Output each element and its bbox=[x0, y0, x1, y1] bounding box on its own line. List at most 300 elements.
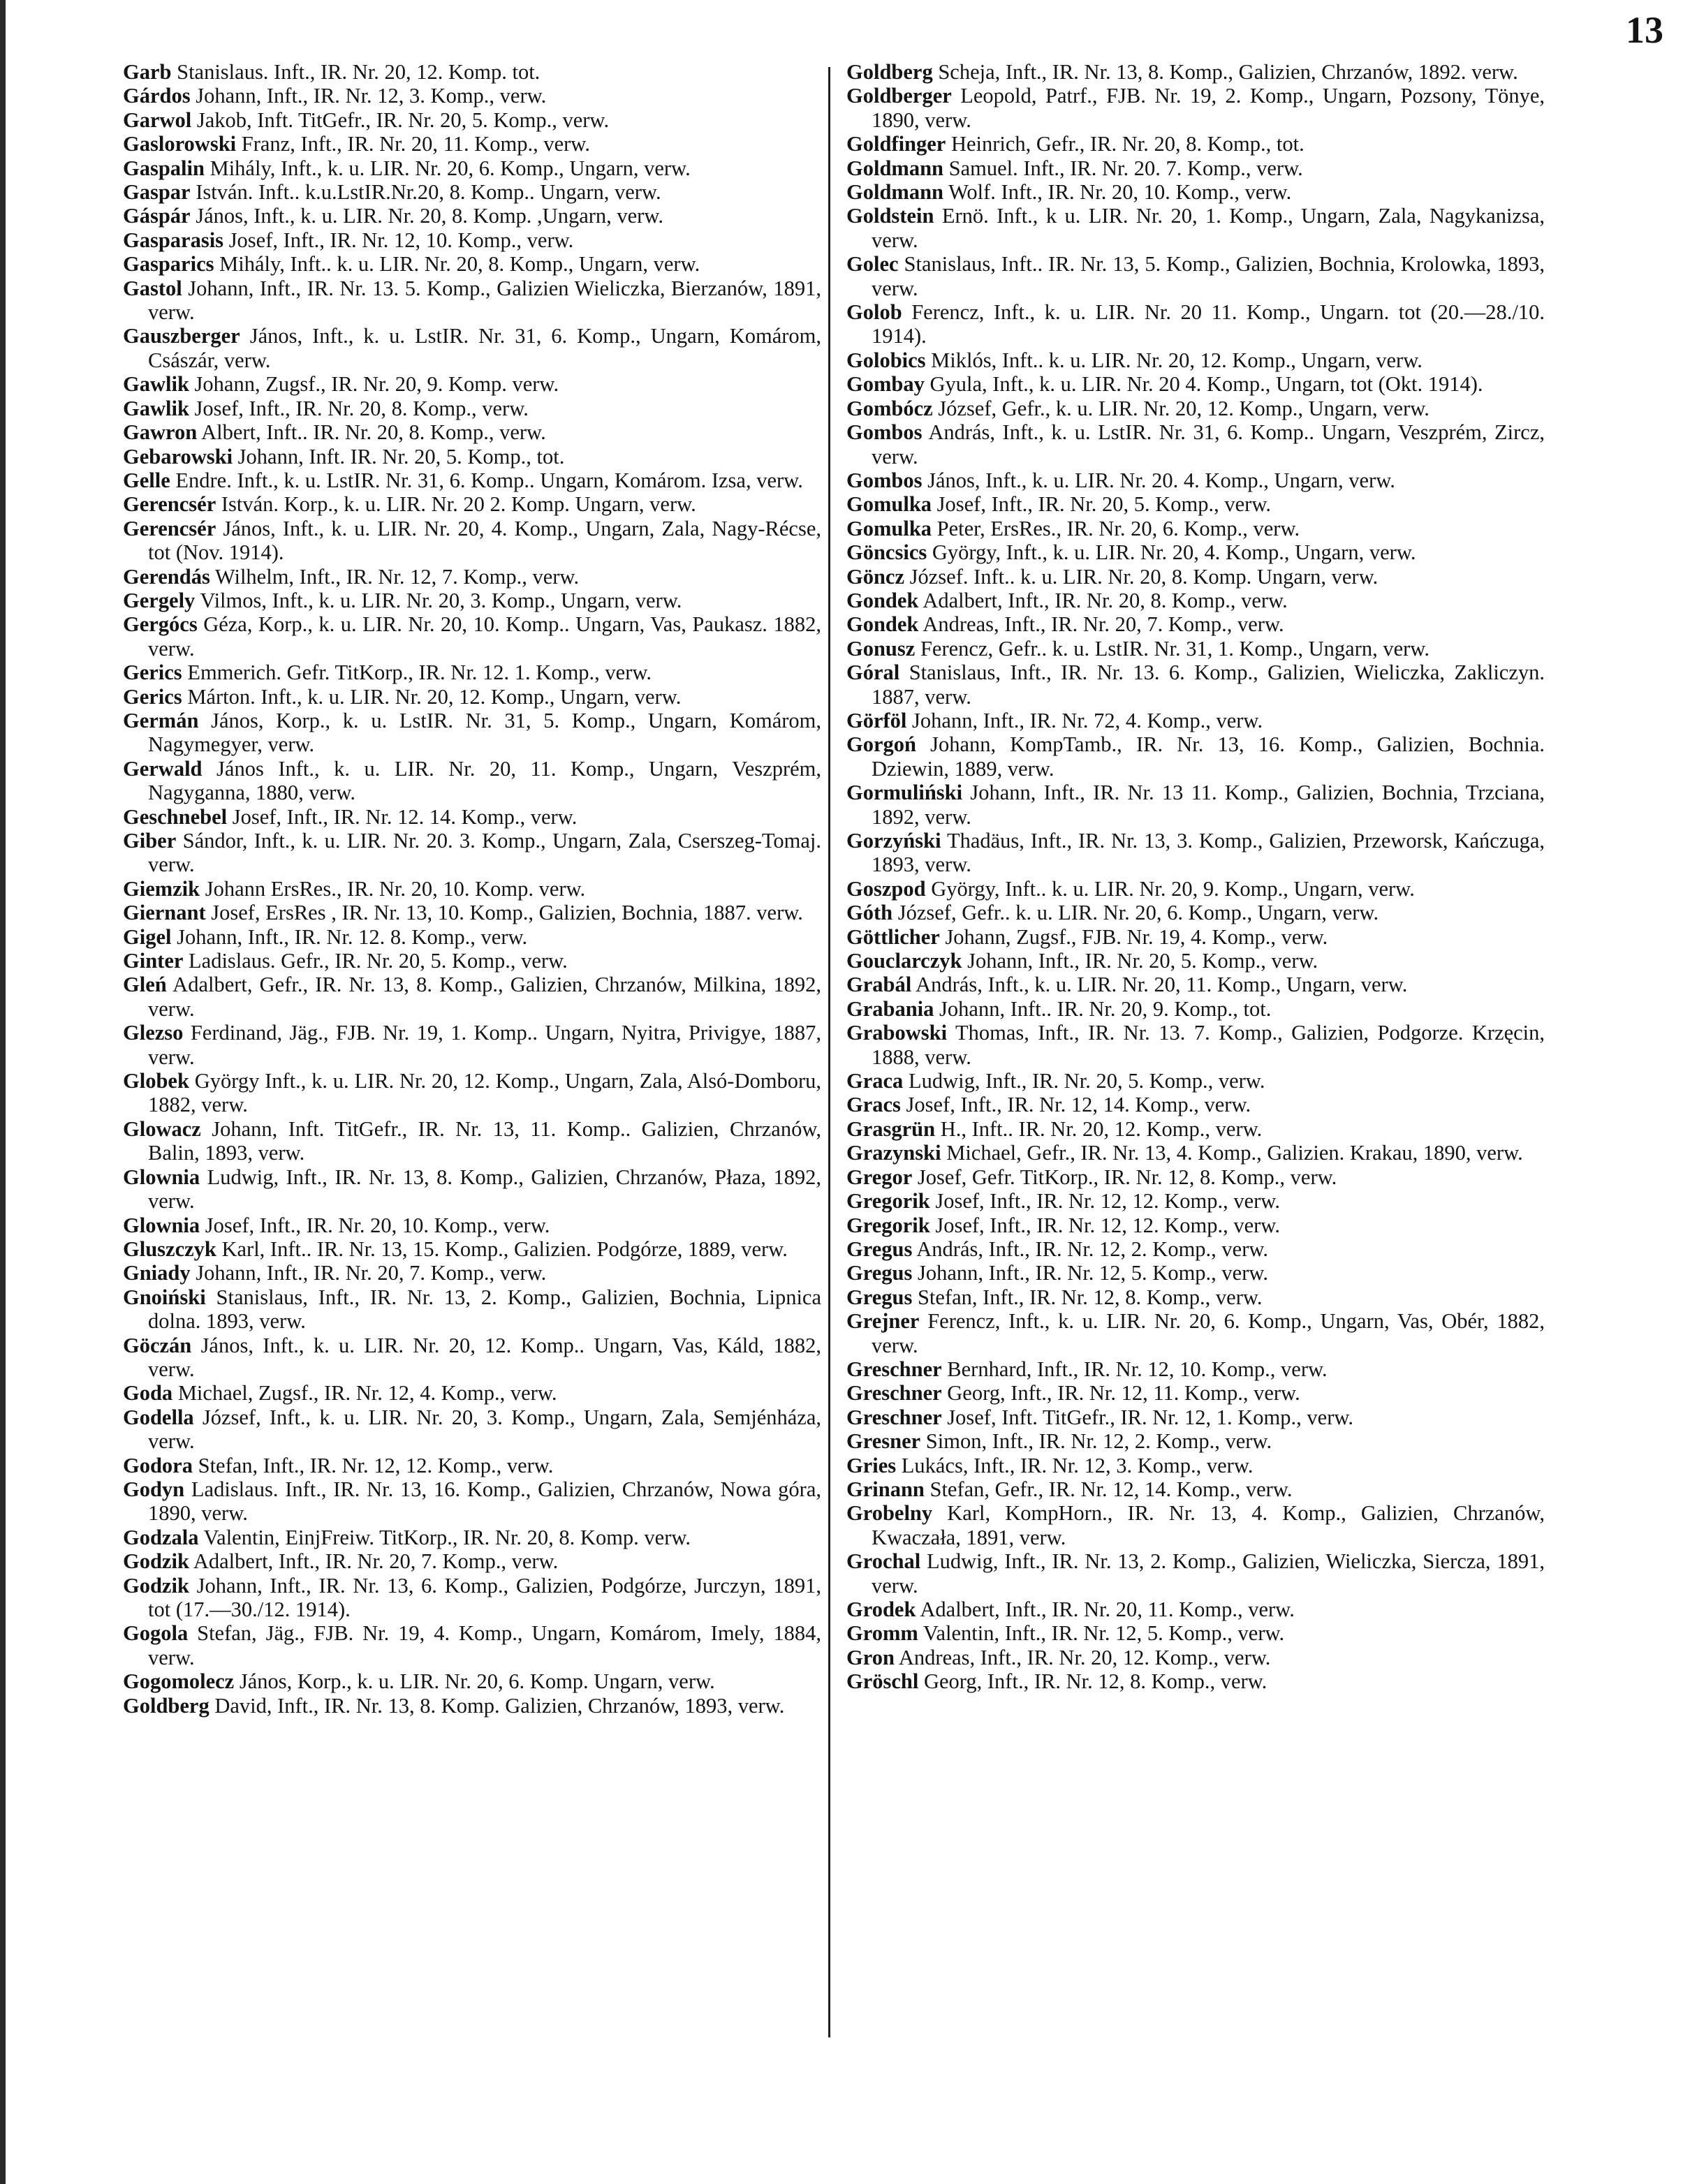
list-entry bbox=[846, 348, 1545, 372]
entry-surname: Gniady bbox=[123, 1261, 191, 1285]
entry-surname: Gawlik bbox=[123, 396, 189, 420]
entry-details: Johann, Zugsf., FJB. Nr. 19, 4. Komp., verw. bbox=[939, 924, 1328, 949]
list-entry bbox=[846, 637, 1545, 661]
entry-surname: Greschner bbox=[846, 1381, 942, 1405]
entry-surname: Goldberger bbox=[846, 84, 952, 108]
entry-details: Emmerich. Gefr. TitKorp., IR. Nr. 12. 1. Komp., verw. bbox=[182, 661, 652, 685]
list-entry bbox=[846, 1309, 1545, 1357]
list-entry bbox=[846, 565, 1545, 589]
list-entry bbox=[846, 1646, 1545, 1669]
list-entry bbox=[123, 1381, 821, 1405]
entry-details: Thadäus, Inft., IR. Nr. 13, 3. Komp., Galizien, Przeworsk, Kańczuga, 1893, verw. bbox=[872, 829, 1545, 877]
list-entry bbox=[846, 540, 1545, 564]
list-entry bbox=[123, 228, 821, 252]
entry-surname: Grobelny bbox=[846, 1501, 933, 1526]
entry-details: Bernhard, Inft., IR. Nr. 12, 10. Komp., verw. bbox=[941, 1357, 1328, 1381]
entry-details: András, Inft., k. u. LIR. Nr. 20, 11. Komp., Ungarn, verw. bbox=[911, 973, 1408, 997]
list-entry bbox=[846, 1117, 1545, 1141]
entry-details: József, Gefr.. k. u. LIR. Nr. 20, 6. Komp., Ungarn, verw. bbox=[892, 901, 1379, 925]
list-entry bbox=[846, 1237, 1545, 1261]
entry-surname: Gerencsér bbox=[123, 492, 216, 517]
entry-details: Georg, Inft., IR. Nr. 12, 8. Komp., verw. bbox=[918, 1669, 1267, 1694]
entry-surname: Godzik bbox=[123, 1549, 189, 1574]
entry-surname: Gerics bbox=[123, 684, 182, 709]
entry-details: Wilhelm, Inft., IR. Nr. 12, 7. Komp., verw. bbox=[210, 564, 580, 589]
entry-details: György, Inft., k. u. LIR. Nr. 20, 4. Komp., Ungarn, verw. bbox=[927, 540, 1416, 565]
list-entry bbox=[123, 1117, 821, 1165]
entry-details: Stanislaus, Inft., IR. Nr. 13. 6. Komp., Galizien, Wieliczka, Zakliczyn. 1887, verw. bbox=[872, 661, 1545, 709]
list-entry bbox=[846, 1165, 1545, 1189]
list-entry bbox=[123, 84, 821, 108]
entry-details: Johann, Inft.. IR. Nr. 20, 9. Komp., tot. bbox=[934, 996, 1272, 1021]
list-entry bbox=[123, 877, 821, 901]
entry-details: Márton. Inft., k. u. LIR. Nr. 20, 12. Komp., Ungarn, verw. bbox=[182, 684, 682, 709]
entry-surname: Gnoiński bbox=[123, 1285, 206, 1309]
entry-details: György, Inft.. k. u. LIR. Nr. 20, 9. Komp., Ungarn, verw. bbox=[925, 876, 1415, 901]
entry-details: Gyula, Inft., k. u. LIR. Nr. 20 4. Komp., Ungarn, tot (Okt. 1914). bbox=[924, 372, 1483, 397]
entry-surname: Gebarowski bbox=[123, 444, 233, 468]
entry-details: József. Inft.. k. u. LIR. Nr. 20, 8. Komp. Ungarn, verw. bbox=[904, 564, 1379, 589]
entry-details: Ferencz, Inft., k. u. LIR. Nr. 20, 6. Komp., Ungarn, Vas, Obér, 1882, verw. bbox=[872, 1309, 1545, 1357]
entry-details: Johann, Inft., IR. Nr. 13 11. Komp., Galizien, Bochnia, Trzciana, 1892, verw. bbox=[872, 781, 1545, 829]
list-entry bbox=[846, 1429, 1545, 1453]
list-entry bbox=[123, 492, 821, 516]
entry-details: Stefan, Inft., IR. Nr. 12, 12. Komp., verw. bbox=[192, 1453, 554, 1477]
entry-details: Ferdinand, Jäg., FJB. Nr. 19, 1. Komp.. Ungarn, Nyitra, Privigye, 1887, verw. bbox=[148, 1021, 821, 1069]
entry-surname: Gogola bbox=[123, 1621, 189, 1646]
list-entry bbox=[123, 1069, 821, 1117]
entry-surname: Greschner bbox=[846, 1405, 942, 1429]
entry-details: Josef, Inft., IR. Nr. 12, 12. Komp., verw. bbox=[929, 1189, 1280, 1213]
list-entry bbox=[846, 1021, 1545, 1069]
list-entry bbox=[846, 829, 1545, 877]
entry-surname: Gawron bbox=[123, 420, 198, 445]
entry-details: Michael, Zugsf., IR. Nr. 12, 4. Komp., verw. bbox=[172, 1381, 557, 1405]
entry-details: Ludwig, Inft., IR. Nr. 20, 5. Komp., verw. bbox=[903, 1069, 1265, 1093]
list-entry bbox=[846, 997, 1545, 1021]
entry-details: Stanislaus, Inft., IR. Nr. 13, 2. Komp., Galizien, Bochnia, Lipnica dolna. 1893, verw. bbox=[148, 1285, 821, 1334]
entry-details: József, Gefr., k. u. LIR. Nr. 20, 12. Komp., Ungarn, verw. bbox=[932, 396, 1430, 420]
list-entry bbox=[846, 468, 1545, 492]
entry-details: Josef, Inft., IR. Nr. 20, 10. Komp., verw. bbox=[200, 1213, 550, 1237]
list-entry bbox=[846, 973, 1545, 996]
entry-surname: Gerwald bbox=[123, 756, 203, 781]
list-entry bbox=[846, 132, 1545, 156]
entry-details: Vilmos, Inft., k. u. LIR. Nr. 20, 3. Komp., Ungarn, verw. bbox=[195, 588, 682, 612]
entry-details: Samuel. Inft., IR. Nr. 20. 7. Komp., verw. bbox=[943, 156, 1303, 180]
entry-details: Ludwig, Inft., IR. Nr. 13, 2. Komp., Galizien, Wieliczka, Siercza, 1891, verw. bbox=[872, 1549, 1545, 1598]
entry-details: József, Inft., k. u. LIR. Nr. 20, 3. Komp., Ungarn, Zala, Semjénháza, verw. bbox=[148, 1405, 821, 1454]
list-entry bbox=[846, 732, 1545, 781]
list-entry bbox=[123, 612, 821, 661]
list-entry bbox=[846, 420, 1545, 468]
entry-surname: Golob bbox=[846, 300, 902, 325]
list-entry bbox=[123, 565, 821, 589]
list-entry bbox=[846, 661, 1545, 709]
entry-surname: Giernant bbox=[123, 901, 206, 925]
list-entry bbox=[846, 60, 1545, 84]
entry-surname: Garwol bbox=[123, 108, 192, 132]
entry-details: Johann, Inft., IR. Nr. 12. 8. Komp., verw. bbox=[171, 924, 528, 949]
list-entry bbox=[846, 204, 1545, 252]
entry-details: Simon, Inft., IR. Nr. 12, 2. Komp., verw. bbox=[920, 1429, 1272, 1454]
entry-surname: Grodek bbox=[846, 1598, 916, 1621]
list-entry bbox=[123, 829, 821, 877]
entry-surname: Gasparasis bbox=[123, 228, 224, 252]
list-entry bbox=[846, 180, 1545, 204]
list-entry bbox=[123, 1285, 821, 1334]
entry-surname: Godora bbox=[123, 1453, 193, 1477]
entry-surname: Goldberg bbox=[846, 60, 933, 84]
entry-details: Valentin, Inft., IR. Nr. 12, 5. Komp., verw. bbox=[918, 1621, 1285, 1646]
list-entry bbox=[846, 925, 1545, 949]
entry-details: David, Inft., IR. Nr. 13, 8. Komp. Galizien, Chrzanów, 1893, verw. bbox=[209, 1693, 785, 1718]
entry-details: András, Inft., IR. Nr. 12, 2. Komp., verw. bbox=[912, 1237, 1269, 1261]
entry-details: Stefan, Jäg., FJB. Nr. 19, 4. Komp., Ungarn, Komárom, Imely, 1884, verw. bbox=[148, 1621, 821, 1669]
entry-surname: Gondek bbox=[846, 612, 919, 637]
entry-surname: Gregorik bbox=[846, 1189, 930, 1213]
entry-surname: Gorzyński bbox=[846, 829, 941, 853]
entry-surname: Gáspár bbox=[123, 204, 191, 228]
entry-surname: Grochal bbox=[846, 1549, 921, 1574]
entry-details: Stefan, Gefr., IR. Nr. 12, 14. Komp., verw. bbox=[924, 1477, 1293, 1501]
list-entry bbox=[846, 372, 1545, 396]
entry-details: Wolf. Inft., IR. Nr. 20, 10. Komp., verw. bbox=[943, 180, 1292, 205]
right-column bbox=[846, 60, 1545, 1694]
entry-surname: Gombos bbox=[846, 420, 923, 445]
entry-surname: Graca bbox=[846, 1069, 904, 1093]
list-entry bbox=[846, 877, 1545, 901]
entry-surname: Gauszberger bbox=[123, 324, 240, 348]
entry-surname: Görföl bbox=[846, 708, 907, 732]
left-column bbox=[123, 60, 821, 1718]
entry-surname: Gaspalin bbox=[123, 156, 205, 180]
entry-surname: Gombos bbox=[846, 468, 923, 492]
entry-surname: Godella bbox=[123, 1405, 194, 1429]
entry-details: Johann, Inft., IR. Nr. 12, 5. Komp., verw. bbox=[912, 1261, 1269, 1285]
entry-details: Josef, Inft., IR. Nr. 20, 8. Komp., verw. bbox=[189, 396, 529, 420]
entry-details: Adalbert, Inft., IR. Nr. 20, 11. Komp., verw. bbox=[916, 1598, 1295, 1621]
entry-surname: Gastol bbox=[123, 276, 182, 300]
list-entry bbox=[846, 84, 1545, 132]
list-entry bbox=[846, 1069, 1545, 1093]
entry-details: Stanislaus. Inft., IR. Nr. 20, 12. Komp. tot. bbox=[171, 60, 541, 84]
entry-details: Josef, Inft., IR. Nr. 20, 5. Komp., verw. bbox=[932, 492, 1271, 517]
entry-details: Adalbert, Inft., IR. Nr. 20, 8. Komp., verw. bbox=[918, 588, 1288, 612]
entry-details: János, Inft., k. u. LIR. Nr. 20, 4. Komp., Ungarn, Zala, Nagy-Récse, tot (Nov. 1914). bbox=[148, 516, 821, 565]
entry-surname: Gaspar bbox=[123, 180, 191, 205]
entry-surname: Grinann bbox=[846, 1477, 925, 1501]
entry-surname: Goldmann bbox=[846, 156, 943, 180]
entry-surname: Goldfinger bbox=[846, 132, 946, 156]
entry-details: Andreas, Inft., IR. Nr. 20, 12. Komp., verw. bbox=[894, 1645, 1271, 1669]
list-entry bbox=[123, 1621, 821, 1669]
list-entry bbox=[123, 973, 821, 1021]
list-entry bbox=[123, 1549, 821, 1573]
entry-details: Johann, Inft., IR. Nr. 13, 6. Komp., Galizien, Podgórze, Jurczyn, 1891, tot (17.—30./12. 1914). bbox=[148, 1573, 821, 1621]
entry-details: Ferencz, Gefr.. k. u. LstIR. Nr. 31, 1. Komp., Ungarn, verw. bbox=[915, 636, 1430, 661]
entry-details: Josef, Gefr. TitKorp., IR. Nr. 12, 8. Komp., verw. bbox=[912, 1165, 1337, 1189]
entry-surname: Gleń bbox=[123, 973, 167, 997]
entry-surname: Garb bbox=[123, 60, 172, 84]
entry-details: Johann, Zugsf., IR. Nr. 20, 9. Komp. verw. bbox=[189, 372, 559, 397]
entry-surname: Grazynski bbox=[846, 1141, 941, 1165]
entry-details: Jakob, Inft. TitGefr., IR. Nr. 20, 5. Komp., verw. bbox=[191, 108, 610, 132]
list-entry bbox=[123, 108, 821, 132]
entry-surname: Gombay bbox=[846, 372, 925, 397]
entry-surname: Gelle bbox=[123, 468, 170, 492]
list-entry bbox=[846, 1501, 1545, 1549]
list-entry bbox=[846, 589, 1545, 612]
entry-details: Johann, Inft., IR. Nr. 20, 5. Komp., verw. bbox=[962, 949, 1318, 973]
entry-details: Josef, Inft., IR. Nr. 12, 10. Komp., verw. bbox=[223, 228, 574, 252]
entry-details: Géza, Korp., k. u. LIR. Nr. 20, 10. Komp.. Ungarn, Vas, Paukasz. 1882, verw. bbox=[148, 612, 821, 661]
entry-surname: Godzik bbox=[123, 1573, 189, 1598]
entry-details: Thomas, Inft., IR. Nr. 13. 7. Komp., Galizien, Podgorze. Krzęcin, 1888, verw. bbox=[872, 1021, 1545, 1069]
entry-details: Josef, Inft., IR. Nr. 12, 14. Komp., verw. bbox=[900, 1093, 1251, 1117]
list-entry bbox=[123, 468, 821, 492]
list-entry bbox=[123, 132, 821, 156]
list-entry bbox=[123, 1454, 821, 1477]
entry-details: Andreas, Inft., IR. Nr. 20, 7. Komp., verw. bbox=[918, 612, 1284, 637]
entry-surname: Góth bbox=[846, 901, 893, 925]
list-entry bbox=[846, 1381, 1545, 1405]
list-entry bbox=[123, 517, 821, 565]
list-entry bbox=[123, 1334, 821, 1382]
list-entry bbox=[123, 252, 821, 276]
entry-surname: Gromm bbox=[846, 1621, 918, 1646]
entry-surname: Gaslorowski bbox=[123, 132, 237, 156]
list-entry bbox=[846, 1549, 1545, 1598]
list-entry bbox=[846, 252, 1545, 300]
list-entry bbox=[123, 685, 821, 709]
entry-surname: Golobics bbox=[846, 348, 926, 372]
entry-details: Ludwig, Inft., IR. Nr. 13, 8. Komp., Galizien, Chrzanów, Płaza, 1892, verw. bbox=[148, 1165, 821, 1213]
list-entry bbox=[123, 156, 821, 180]
list-entry bbox=[846, 1357, 1545, 1381]
entry-details: András, Inft., k. u. LstIR. Nr. 31, 6. Komp.. Ungarn, Veszprém, Zircz, verw. bbox=[872, 420, 1545, 468]
entry-details: Stanislaus, Inft.. IR. Nr. 13, 5. Komp., Galizien, Bochnia, Krolowka, 1893, verw. bbox=[872, 252, 1545, 300]
entry-surname: Gries bbox=[846, 1453, 897, 1477]
entry-surname: Godyn bbox=[123, 1477, 185, 1501]
entry-details: György Inft., k. u. LIR. Nr. 20, 12. Komp., Ungarn, Zala, Alsó-Domboru, 1882, verw. bbox=[148, 1069, 821, 1117]
list-entry bbox=[123, 901, 821, 924]
entry-details: H., Inft.. IR. Nr. 20, 12. Komp., verw. bbox=[935, 1116, 1263, 1141]
entry-surname: Goldmann bbox=[846, 180, 943, 205]
entry-surname: Globek bbox=[123, 1069, 189, 1093]
list-entry bbox=[123, 372, 821, 396]
entry-details: Valentin, EinjFreiw. TitKorp., IR. Nr. 20, 8. Komp. verw. bbox=[198, 1525, 691, 1549]
entry-surname: Gergely bbox=[123, 588, 196, 612]
list-entry bbox=[123, 661, 821, 684]
entry-details: István. Inft.. k.u.LstIR.Nr.20, 8. Komp.. Ungarn, verw. bbox=[190, 180, 661, 205]
page-number: 13 bbox=[1626, 9, 1663, 51]
entry-details: Josef, ErsRes , IR. Nr. 13, 10. Komp., Galizien, Bochnia, 1887. verw. bbox=[205, 901, 803, 925]
list-entry bbox=[123, 1213, 821, 1237]
entry-details: Stefan, Inft., IR. Nr. 12, 8. Komp., verw. bbox=[912, 1285, 1263, 1309]
entry-surname: Gawlik bbox=[123, 372, 189, 397]
entry-details: Adalbert, Gefr., IR. Nr. 13, 8. Komp., Galizien, Chrzanów, Milkina, 1892, verw. bbox=[148, 973, 821, 1021]
entry-surname: Gigel bbox=[123, 924, 172, 949]
entry-surname: Grabowski bbox=[846, 1021, 948, 1045]
entry-details: Josef, Inft., IR. Nr. 12. 14. Komp., verw. bbox=[227, 804, 578, 829]
list-entry bbox=[123, 949, 821, 973]
list-entry bbox=[846, 492, 1545, 516]
list-entry bbox=[846, 1669, 1545, 1693]
entry-details: Adalbert, Inft., IR. Nr. 20, 7. Komp., verw. bbox=[189, 1549, 559, 1574]
list-entry bbox=[123, 589, 821, 612]
entry-details: Endre. Inft., k. u. LstIR. Nr. 31, 6. Komp.. Ungarn, Komárom. Izsa, verw. bbox=[170, 468, 803, 492]
entry-details: Josef, Inft. TitGefr., IR. Nr. 12, 1. Komp., verw. bbox=[941, 1405, 1354, 1429]
entry-details: Leopold, Patrf., FJB. Nr. 19, 2. Komp., Ungarn, Pozsony, Tönye, 1890, verw. bbox=[872, 84, 1545, 132]
entry-details: Ferencz, Inft., k. u. LIR. Nr. 20 11. Komp., Ungarn. tot (20.—28./10. 1914). bbox=[872, 300, 1545, 348]
entry-details: Johann, KompTamb., IR. Nr. 13, 16. Komp., Galizien, Bochnia. Dziewin, 1889, verw. bbox=[872, 732, 1545, 781]
entry-surname: Ginter bbox=[123, 949, 184, 973]
entry-surname: Giber bbox=[123, 829, 177, 853]
entry-surname: Gresner bbox=[846, 1429, 921, 1454]
list-entry bbox=[123, 1261, 821, 1285]
entry-details: Mihály, Inft.. k. u. LIR. Nr. 20, 8. Komp., Ungarn, verw. bbox=[214, 252, 700, 276]
list-entry bbox=[123, 925, 821, 949]
entry-details: János, Inft., k. u. LstIR. Nr. 31, 6. Komp., Ungarn, Komárom, Császár, verw. bbox=[148, 324, 821, 372]
list-entry bbox=[123, 204, 821, 228]
entry-surname: Greschner bbox=[846, 1357, 942, 1381]
entry-surname: Gerencsér bbox=[123, 516, 216, 540]
list-entry bbox=[123, 1021, 821, 1069]
entry-surname: Godzala bbox=[123, 1525, 199, 1549]
entry-details: Josef, Inft., IR. Nr. 12, 12. Komp., verw. bbox=[929, 1213, 1280, 1237]
scan-edge bbox=[0, 0, 6, 2184]
list-entry bbox=[846, 1454, 1545, 1477]
entry-surname: Giemzik bbox=[123, 876, 200, 901]
entry-surname: Golec bbox=[846, 252, 899, 276]
entry-details: Johann, Inft. IR. Nr. 20, 5. Komp., tot. bbox=[233, 444, 565, 468]
entry-details: Mihály, Inft., k. u. LIR. Nr. 20, 6. Komp., Ungarn, verw. bbox=[204, 156, 691, 180]
list-entry bbox=[846, 1285, 1545, 1309]
entry-surname: Gárdos bbox=[123, 84, 191, 108]
entry-surname: Göczán bbox=[123, 1333, 192, 1357]
list-entry bbox=[846, 1261, 1545, 1285]
entry-details: János, Korp., k. u. LIR. Nr. 20, 6. Komp. Ungarn, verw. bbox=[234, 1669, 715, 1694]
list-entry bbox=[846, 901, 1545, 924]
list-entry bbox=[123, 805, 821, 829]
list-entry bbox=[846, 1189, 1545, 1213]
entry-details: István. Korp., k. u. LIR. Nr. 20 2. Komp. Ungarn, verw. bbox=[216, 492, 696, 517]
entry-surname: Gormuliński bbox=[846, 781, 963, 805]
entry-details: Peter, ErsRes., IR. Nr. 20, 6. Komp., verw. bbox=[932, 516, 1300, 540]
entry-details: Karl, KompHorn., IR. Nr. 13, 4. Komp., Galizien, Chrzanów, Kwaczała, 1891, verw. bbox=[872, 1501, 1545, 1549]
entry-surname: Gron bbox=[846, 1645, 895, 1669]
list-entry bbox=[123, 397, 821, 420]
list-entry bbox=[123, 445, 821, 468]
list-entry bbox=[846, 397, 1545, 420]
entry-surname: Gasparics bbox=[123, 252, 214, 276]
entry-details: János, Korp., k. u. LstIR. Nr. 31, 5. Komp., Ungarn, Komárom, Nagymegyer, verw. bbox=[148, 708, 821, 757]
entry-surname: Gregorik bbox=[846, 1213, 930, 1237]
list-entry bbox=[123, 180, 821, 204]
entry-surname: Gogomolecz bbox=[123, 1669, 235, 1694]
entry-surname: Glowacz bbox=[123, 1116, 201, 1141]
entry-surname: Gombócz bbox=[846, 396, 933, 420]
entry-surname: Göncsics bbox=[846, 540, 927, 565]
column-divider bbox=[828, 67, 830, 2037]
list-entry bbox=[123, 1477, 821, 1526]
entry-details: Johann, Inft., IR. Nr. 12, 3. Komp., verw. bbox=[190, 84, 547, 108]
list-entry bbox=[846, 781, 1545, 829]
list-entry bbox=[123, 1237, 821, 1261]
entry-details: Johann ErsRes., IR. Nr. 20, 10. Komp. verw. bbox=[200, 876, 586, 901]
entry-surname: Goldberg bbox=[123, 1693, 210, 1718]
list-entry bbox=[123, 420, 821, 444]
list-entry bbox=[123, 1694, 821, 1718]
list-entry bbox=[846, 1477, 1545, 1501]
entry-details: Georg, Inft., IR. Nr. 12, 11. Komp., verw. bbox=[941, 1381, 1300, 1405]
entry-details: János Inft., k. u. LIR. Nr. 20, 11. Komp., Ungarn, Veszprém, Nagyganna, 1880, verw. bbox=[148, 756, 821, 805]
list-entry bbox=[123, 1574, 821, 1622]
entry-details: János, Inft., k. u. LIR. Nr. 20, 8. Komp. ,Ungarn, verw. bbox=[190, 204, 663, 228]
entry-surname: Goszpod bbox=[846, 876, 926, 901]
list-entry bbox=[846, 949, 1545, 973]
list-entry bbox=[123, 324, 821, 372]
entry-surname: Gomulka bbox=[846, 516, 932, 540]
entry-surname: Gergócs bbox=[123, 612, 198, 637]
entry-surname: Geschnebel bbox=[123, 804, 228, 829]
entry-details: János, Inft., k. u. LIR. Nr. 20, 12. Komp.. Ungarn, Vas, Káld, 1882, verw. bbox=[148, 1333, 821, 1381]
entry-surname: Gondek bbox=[846, 588, 919, 612]
entry-surname: Glownia bbox=[123, 1213, 200, 1237]
entry-details: Sándor, Inft., k. u. LIR. Nr. 20. 3. Komp., Ungarn, Zala, Cserszeg-Tomaj. verw. bbox=[148, 829, 821, 877]
entry-details: Albert, Inft.. IR. Nr. 20, 8. Komp., verw. bbox=[197, 420, 546, 445]
list-entry bbox=[846, 1598, 1545, 1621]
entry-details: Heinrich, Gefr., IR. Nr. 20, 8. Komp., tot. bbox=[946, 132, 1304, 156]
list-entry bbox=[846, 300, 1545, 348]
list-entry bbox=[123, 1165, 821, 1213]
entry-surname: Goda bbox=[123, 1381, 173, 1405]
list-entry bbox=[846, 1621, 1545, 1645]
list-entry bbox=[846, 156, 1545, 180]
entry-surname: Grasgrün bbox=[846, 1116, 936, 1141]
entry-details: Franz, Inft., IR. Nr. 20, 11. Komp., verw. bbox=[236, 132, 590, 156]
entry-details: János, Inft., k. u. LIR. Nr. 20. 4. Komp., Ungarn, verw. bbox=[922, 468, 1395, 492]
list-entry bbox=[846, 517, 1545, 540]
list-entry bbox=[846, 1213, 1545, 1237]
entry-details: Miklós, Inft.. k. u. LIR. Nr. 20, 12. Komp., Ungarn, verw. bbox=[925, 348, 1423, 372]
list-entry bbox=[123, 709, 821, 757]
entry-surname: Göttlicher bbox=[846, 924, 940, 949]
entry-details: Johann, Inft., IR. Nr. 20, 7. Komp., verw. bbox=[190, 1261, 547, 1285]
entry-details: Ernö. Inft., k u. LIR. Nr. 20, 1. Komp., Ungarn, Zala, Nagykanizsa, verw. bbox=[872, 204, 1545, 252]
entry-surname: Gluszczyk bbox=[123, 1237, 216, 1261]
list-entry bbox=[123, 1526, 821, 1549]
entry-details: Ladislaus. Gefr., IR. Nr. 20, 5. Komp., verw. bbox=[183, 949, 568, 973]
entry-surname: Gregus bbox=[846, 1261, 913, 1285]
entry-details: Johann, Inft., IR. Nr. 72, 4. Komp., verw. bbox=[906, 708, 1263, 732]
list-entry bbox=[123, 60, 821, 84]
list-entry bbox=[846, 1093, 1545, 1116]
list-entry bbox=[846, 1405, 1545, 1429]
entry-details: Karl, Inft.. IR. Nr. 13, 15. Komp., Galizien. Podgórze, 1889, verw. bbox=[216, 1237, 788, 1261]
entry-surname: Grabál bbox=[846, 973, 912, 997]
entry-surname: Gerendás bbox=[123, 564, 210, 589]
entry-surname: Germán bbox=[123, 708, 199, 732]
entry-surname: Grejner bbox=[846, 1309, 920, 1334]
list-entry bbox=[123, 1405, 821, 1454]
entry-surname: Glownia bbox=[123, 1165, 200, 1189]
list-entry bbox=[123, 1669, 821, 1693]
entry-surname: Goldstein bbox=[846, 204, 934, 228]
entry-surname: Gerics bbox=[123, 661, 182, 685]
entry-details: Lukács, Inft., IR. Nr. 12, 3. Komp., verw. bbox=[896, 1453, 1254, 1477]
